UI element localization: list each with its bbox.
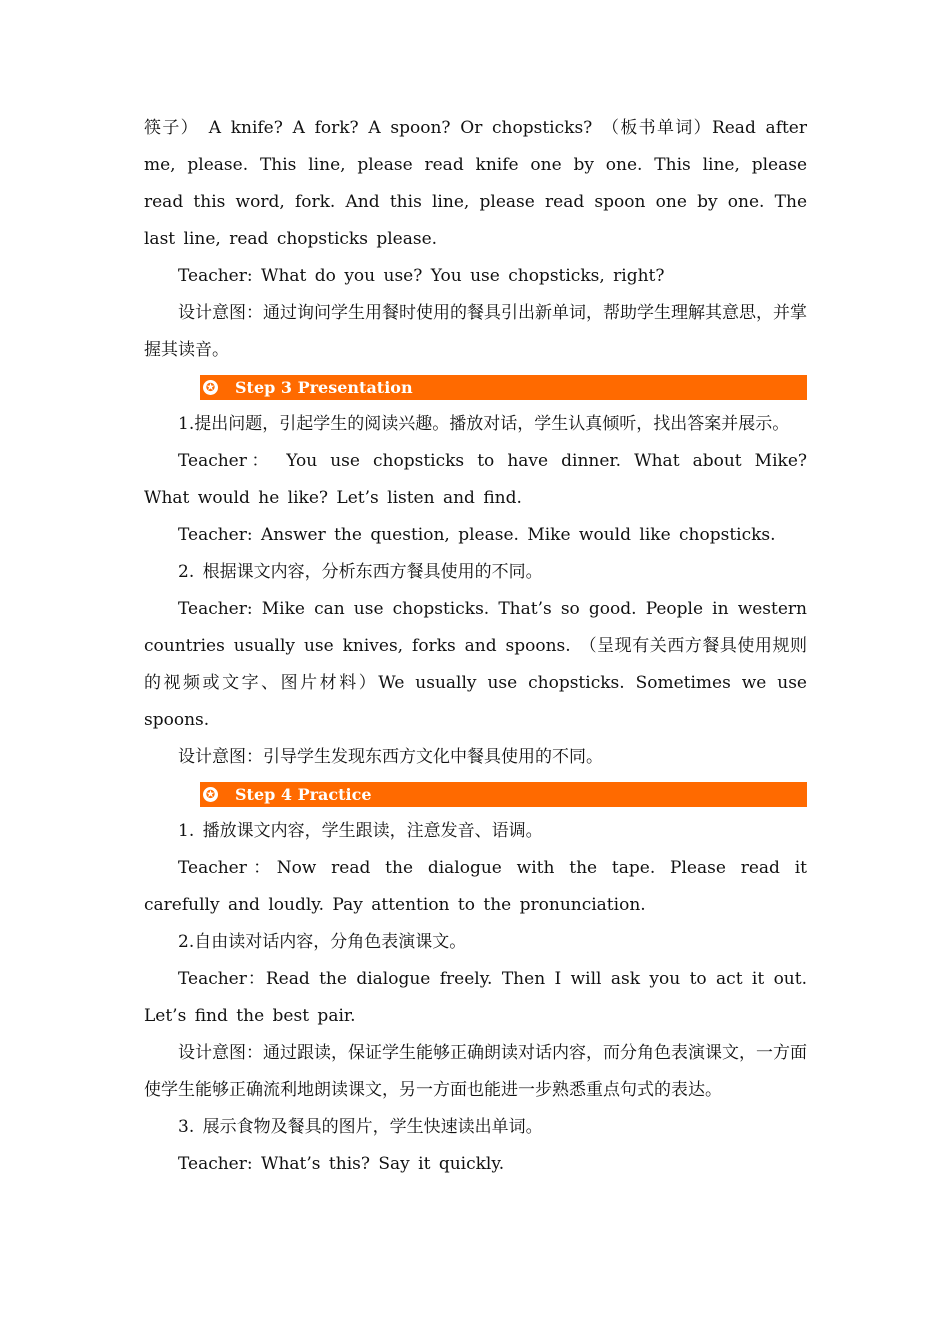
paragraph-design-intent-2: 设计意图：引导学生发现东西方文化中餐具使用的不同。 <box>178 747 603 767</box>
document-page <box>144 110 807 1183</box>
paragraph-vocabulary-drill: 筷子） A knife? A fork? A spoon? Or chopsticks? （板书单词）Read after me, please. This line, please read knife one by one. This line, please read this word, fork. And this line, please read spoon one by one. The last line, read chopsticks please. <box>144 118 807 249</box>
step-3-title: Step 3 Presentation <box>235 378 413 397</box>
paragraph-teacher-question: Teacher: What do you use? You use chopsticks, right? <box>178 266 665 286</box>
paragraph-practice-1: 1. 播放课文内容，学生跟读，注意发音、语调。 <box>178 821 543 841</box>
step-4-title: Step 4 Practice <box>235 785 372 804</box>
paragraph-design-intent-1: 设计意图：通过询问学生用餐时使用的餐具引出新单词，帮助学生理解其意思，并掌握其读音。 <box>144 303 807 360</box>
star-badge-icon: ✪ <box>203 787 218 802</box>
star-badge-icon: ✪ <box>203 380 218 395</box>
paragraph-presentation-1: 1.提出问题，引起学生的阅读兴趣。播放对话，学生认真倾听，找出答案并展示。 <box>178 414 790 434</box>
paragraph-practice-2: 2.自由读对话内容，分角色表演课文。 <box>178 932 467 952</box>
paragraph-teacher-act: Teacher：Read the dialogue freely. Then I will ask you to act it out. Let’s find the best pair. <box>144 969 807 1026</box>
paragraph-practice-3: 3. 展示食物及餐具的图片，学生快速读出单词。 <box>178 1117 543 1137</box>
step-3-banner <box>200 375 807 400</box>
paragraph-teacher-quick: Teacher: What’s this? Say it quickly. <box>178 1154 505 1174</box>
paragraph-teacher-tape: Teacher：Now read the dialogue with the tape. Please read it carefully and loudly. Pay attention to the pronunciation. <box>144 858 807 915</box>
paragraph-design-intent-3: 设计意图：通过跟读，保证学生能够正确朗读对话内容，而分角色表演课文，一方面使学生能够正确流利地朗读课文，另一方面也能进一步熟悉重点句式的表达。 <box>144 1043 807 1100</box>
paragraph-teacher-western: Teacher: Mike can use chopsticks. That’s so good. People in western countries usually use knives, forks and spoons. （呈现有关西方餐具使用规则的视频或文字、图片材料）We usually use chopsticks. Sometimes we use spoons. <box>144 599 807 730</box>
step-4-banner <box>200 782 807 807</box>
paragraph-teacher-answer: Teacher: Answer the question, please. Mike would like chopsticks. <box>178 525 776 545</box>
paragraph-presentation-2: 2. 根据课文内容，分析东西方餐具使用的不同。 <box>178 562 543 582</box>
paragraph-teacher-listen: Teacher： You use chopsticks to have dinner. What about Mike? What would he like? Let’s listen and find. <box>144 451 807 508</box>
